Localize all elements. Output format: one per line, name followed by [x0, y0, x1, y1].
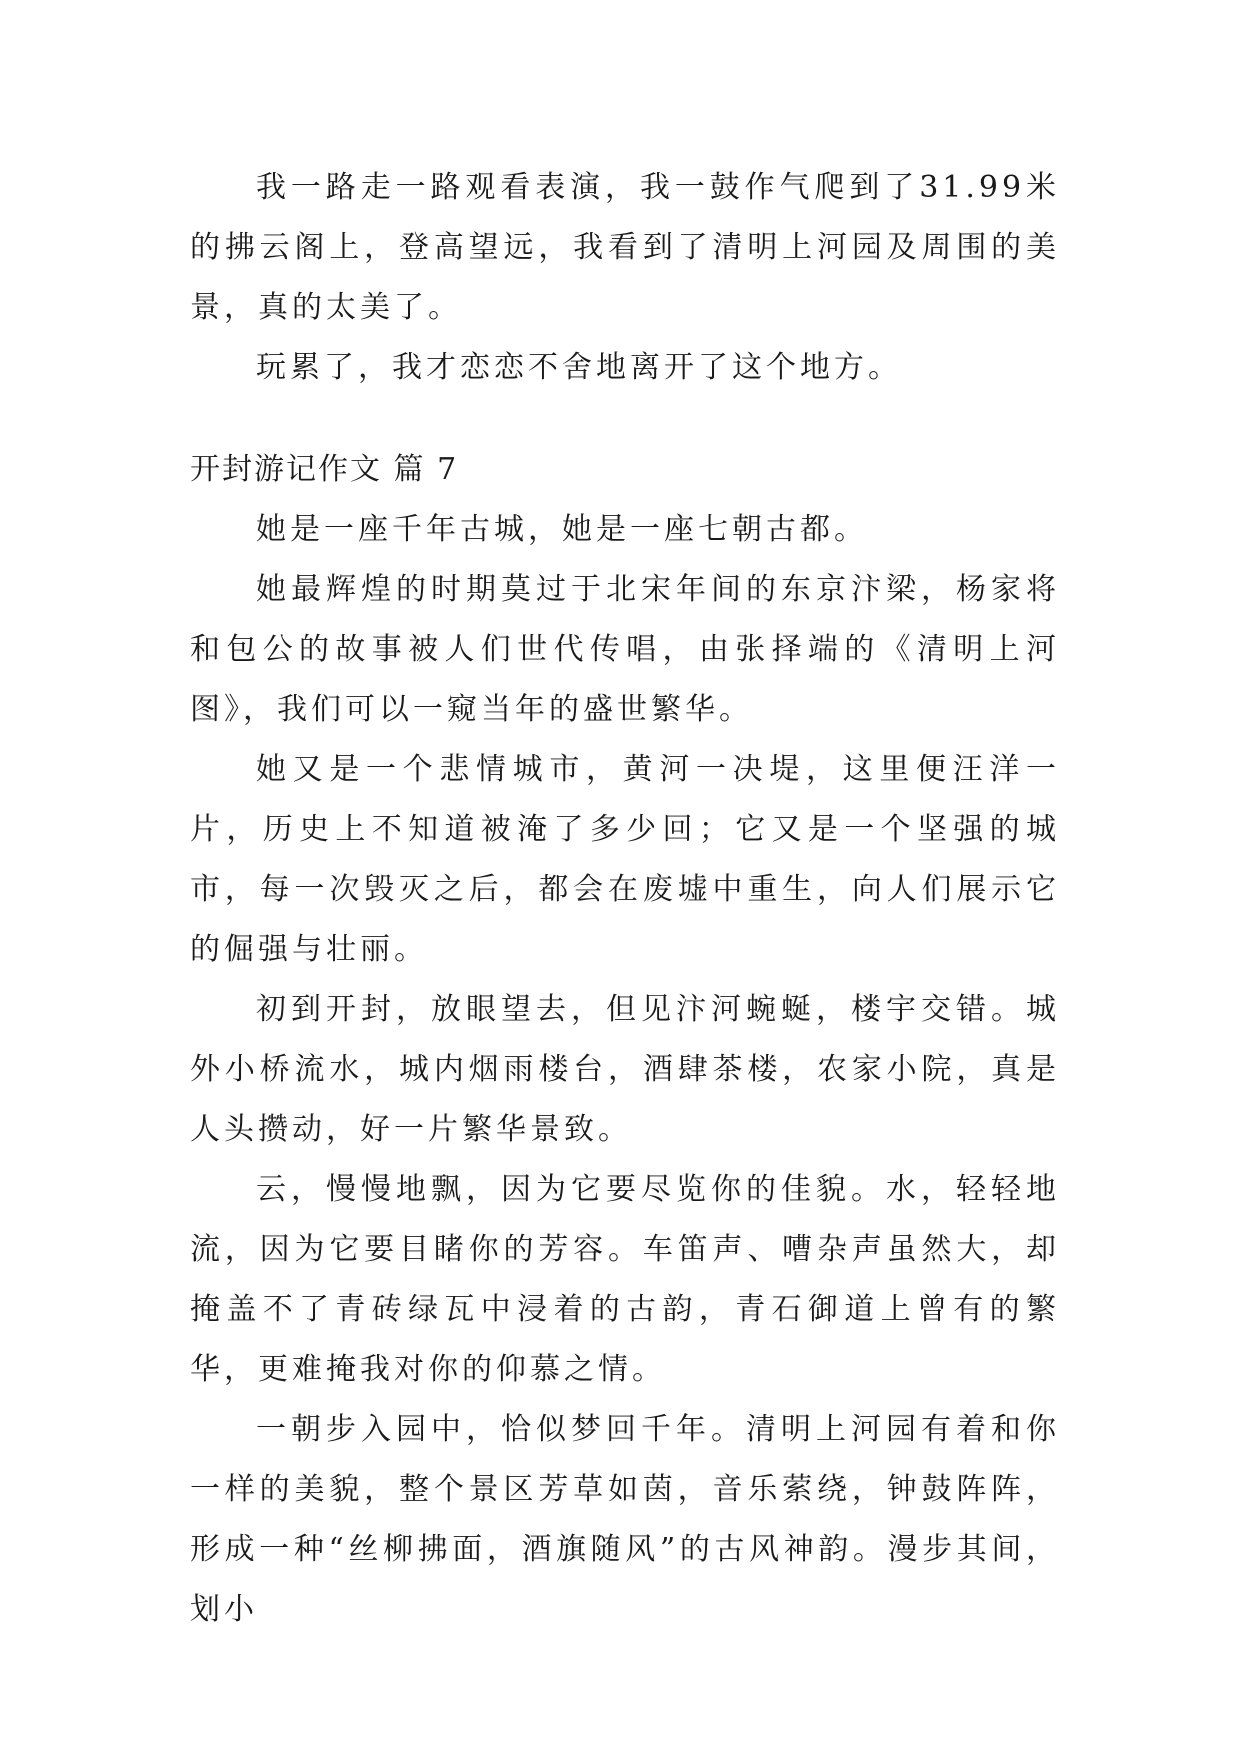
paragraph: 她是一座千年古城，她是一座七朝古都。 [256, 512, 868, 547]
paragraph: 云，慢慢地飘，因为它要尽览你的佳貌。水，轻轻地流，因为它要目睹你的芳容。车笛声、嘈杂声虽然大，却掩盖不了青砖绿瓦中浸着的古韵，青石御道上曾有的繁华，更难掩我对你的仰慕之情。 [190, 1172, 1060, 1387]
section-7 [190, 440, 1060, 1640]
previous-section-text [190, 158, 1060, 398]
section-spacer [382, 452, 394, 487]
paragraph: 她又是一个悲情城市，黄河一决堤，这里便汪洋一片，历史上不知道被淹了多少回；它又是一个坚强的城市，每一次毁灭之后，都会在废墟中重生，向人们展示它的倔强与壮丽。 [190, 752, 1060, 967]
section-number: 篇 7 [393, 452, 459, 487]
paragraph: 初到开封，放眼望去，但见汴河蜿蜒，楼宇交错。城外小桥流水，城内烟雨楼台，酒肆茶楼，农家小院，真是人头攒动，好一片繁华景致。 [190, 992, 1060, 1147]
section-heading [190, 440, 1060, 500]
paragraph: 我一路走一路观看表演，我一鼓作气爬到了31.99米的拂云阁上，登高望远，我看到了清明上河园及周围的美景，真的太美了。 [190, 170, 1060, 325]
paragraph: 一朝步入园中，恰似梦回千年。清明上河园有着和你一样的美貌，整个景区芳草如茵，音乐萦绕，钟鼓阵阵，形成一种“丝柳拂面，酒旗随风”的古风神韵。漫步其间，划小 [190, 1412, 1060, 1627]
paragraph: 玩累了，我才恋恋不舍地离开了这个地方。 [256, 350, 902, 385]
section-title: 开封游记作文 [190, 452, 382, 487]
paragraph: 她最辉煌的时期莫过于北宋年间的东京汴梁，杨家将和包公的故事被人们世代传唱，由张择端的《清明上河图》，我们可以一窥当年的盛世繁华。 [190, 572, 1060, 727]
